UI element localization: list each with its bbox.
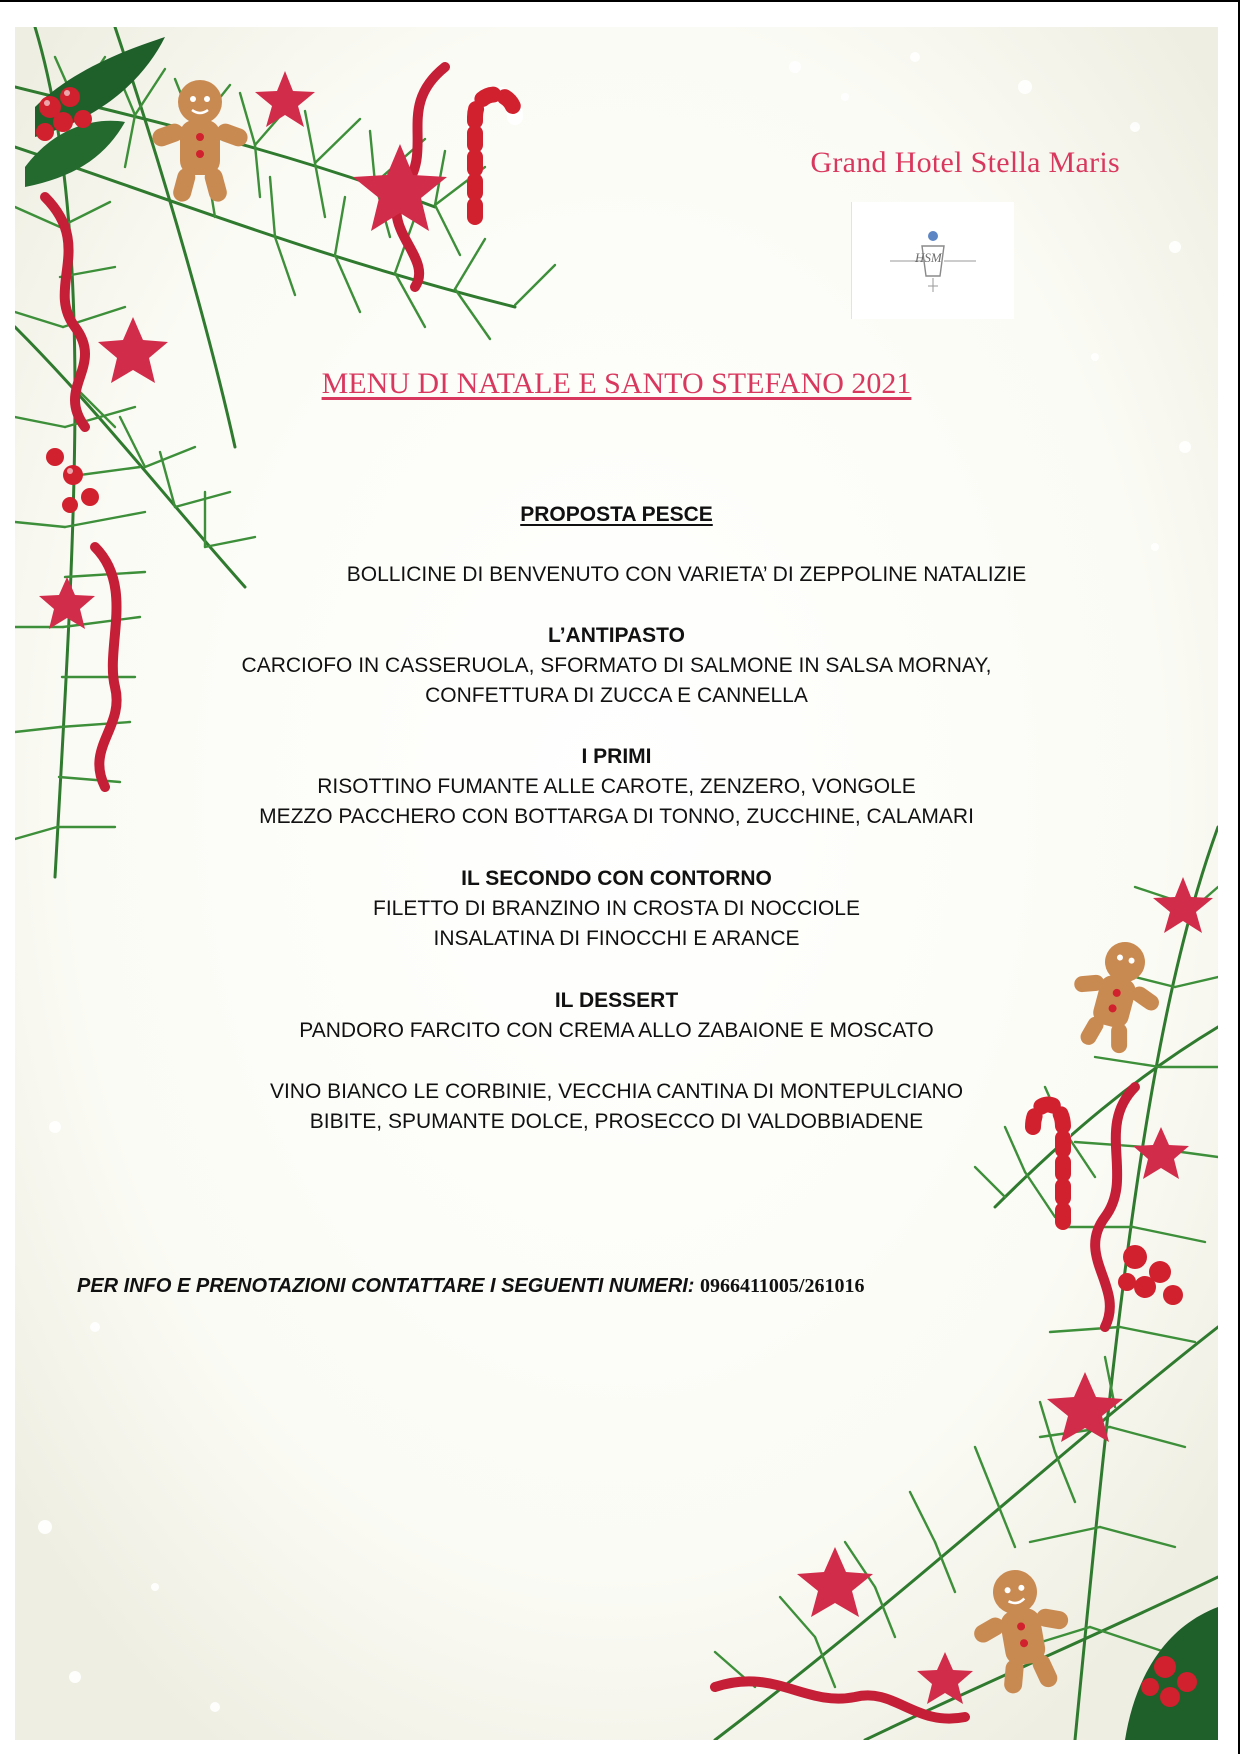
drinks-line: BIBITE, SPUMANTE DOLCE, PROSECCO DI VALDOBBIADENE — [309, 1110, 924, 1133]
contact-numbers: 0966411005/261016 — [699, 1275, 865, 1297]
section-heading-primi: I PRIMI — [581, 745, 652, 768]
menu-item: FILETTO DI BRANZINO IN CROSTA DI NOCCIOLE — [373, 897, 860, 920]
menu-title: MENU DI NATALE E SANTO STEFANO 2021 — [321, 367, 912, 400]
proposal-heading: PROPOSTA PESCE — [520, 503, 713, 526]
section-heading-secondo: IL SECONDO CON CONTORNO — [461, 867, 772, 890]
menu-item: CONFETTURA DI ZUCCA E CANNELLA — [425, 684, 808, 707]
page-border-top — [0, 0, 1240, 2]
hotel-name: Grand Hotel Stella Maris — [810, 146, 1120, 179]
welcome-line: BOLLICINE DI BENVENUTO CON VARIETA’ DI ZEPPOLINE NATALIZIE — [346, 563, 1027, 586]
menu-item: MEZZO PACCHERO CON BOTTARGA DI TONNO, ZUCCHINE, CALAMARI — [259, 805, 974, 828]
section-heading-antipasto: L’ANTIPASTO — [548, 624, 685, 647]
menu-page — [15, 27, 1218, 1740]
menu-item: CARCIOFO IN CASSERUOLA, SFORMATO DI SALMONE IN SALSA MORNAY, — [241, 654, 992, 677]
hotel-logo-text: HSM — [915, 250, 942, 265]
section-heading-dessert: IL DESSERT — [554, 989, 679, 1012]
menu-item: INSALATINA DI FINOCCHI E ARANCE — [433, 927, 800, 950]
drinks-line: VINO BIANCO LE CORBINIE, VECCHIA CANTINA DI MONTEPULCIANO — [269, 1080, 964, 1103]
hotel-logo — [851, 202, 1014, 319]
menu-item: PANDORO FARCITO CON CREMA ALLO ZABAIONE E MOSCATO — [299, 1019, 934, 1042]
contact-info — [77, 1275, 864, 1298]
contact-label: PER INFO E PRENOTAZIONI CONTATTARE I SEGUENTI NUMERI: — [77, 1275, 695, 1297]
menu-item: RISOTTINO FUMANTE ALLE CAROTE, ZENZERO, VONGOLE — [317, 775, 916, 798]
